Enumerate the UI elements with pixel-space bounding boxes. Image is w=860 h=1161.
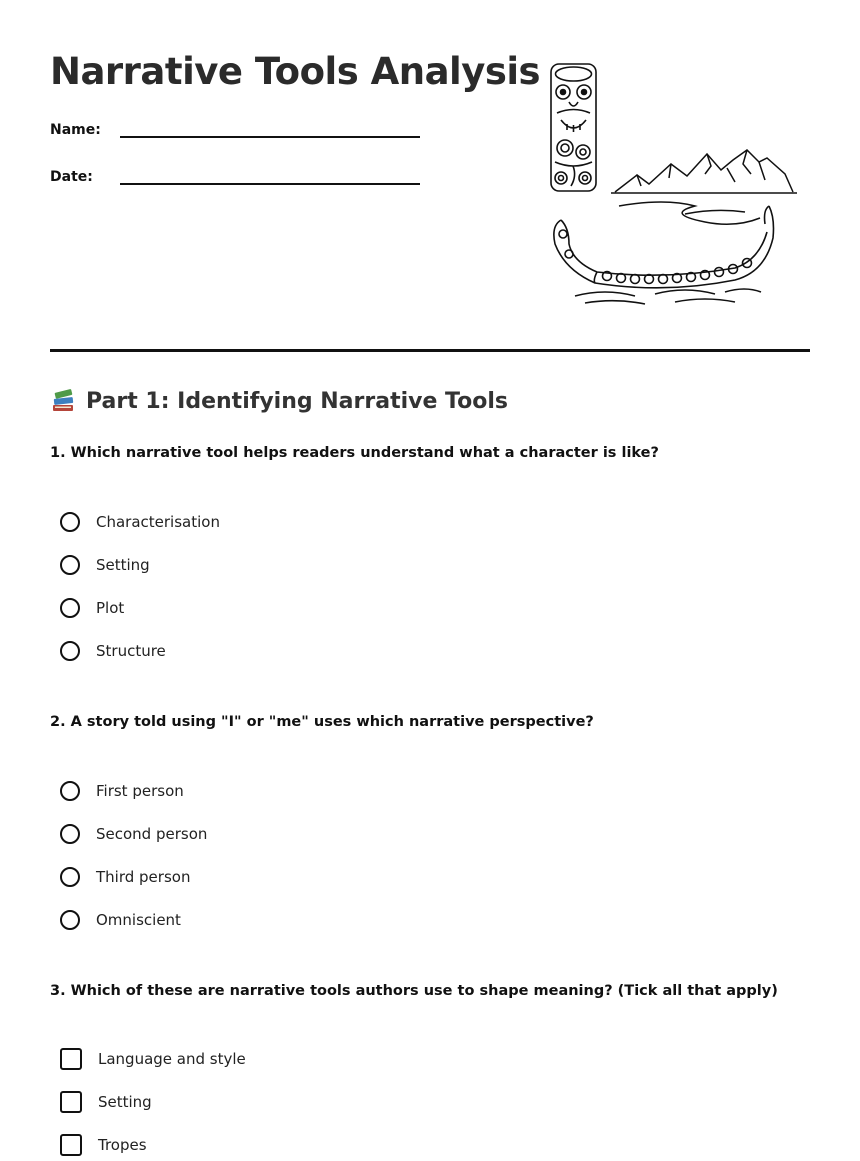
option-label: Second person: [96, 825, 208, 843]
radio-button[interactable]: [60, 910, 80, 930]
maori-illustration: [545, 58, 800, 313]
section-divider: [50, 349, 810, 352]
q1-option-plot[interactable]: [60, 595, 124, 621]
radio-button[interactable]: [60, 641, 80, 661]
q3-option-setting[interactable]: [60, 1089, 152, 1115]
q3-option-tropes[interactable]: [60, 1132, 147, 1158]
name-label: Name:: [50, 122, 101, 138]
question-3-text: 3. Which of these are narrative tools authors use to shape meaning? (Tick all that apply): [50, 983, 778, 999]
date-label: Date:: [50, 169, 93, 185]
q2-option-first-person[interactable]: [60, 778, 184, 804]
radio-button[interactable]: [60, 824, 80, 844]
checkbox[interactable]: [60, 1091, 82, 1113]
option-label: First person: [96, 782, 184, 800]
checkbox[interactable]: [60, 1048, 82, 1070]
option-label: Tropes: [98, 1136, 147, 1154]
option-label: Structure: [96, 642, 166, 660]
q1-option-setting[interactable]: [60, 552, 150, 578]
pou-carving-icon: [551, 64, 596, 191]
q2-option-third-person[interactable]: [60, 864, 190, 890]
worksheet-title: Narrative Tools Analysis: [50, 50, 541, 93]
date-write-line[interactable]: [120, 183, 420, 185]
radio-button[interactable]: [60, 598, 80, 618]
q3-option-language-and-style[interactable]: [60, 1046, 246, 1072]
option-label: Third person: [96, 868, 191, 886]
q2-option-second-person[interactable]: [60, 821, 207, 847]
option-label: Setting: [98, 1093, 152, 1111]
mountains-icon: [611, 150, 797, 224]
section-heading-text: Part 1: Identifying Narrative Tools: [86, 388, 508, 414]
waka-canoe-icon: [554, 206, 774, 304]
name-write-line[interactable]: [120, 136, 420, 138]
checkbox[interactable]: [60, 1134, 82, 1156]
radio-button[interactable]: [60, 512, 80, 532]
option-label: Omniscient: [96, 911, 181, 929]
date-field[interactable]: [50, 169, 430, 199]
q2-option-omniscient[interactable]: [60, 907, 181, 933]
radio-button[interactable]: [60, 867, 80, 887]
radio-button[interactable]: [60, 555, 80, 575]
option-label: Characterisation: [96, 513, 220, 531]
section-heading: [50, 388, 508, 414]
question-2-text: 2. A story told using "I" or "me" uses which narrative perspective?: [50, 714, 594, 730]
option-label: Language and style: [98, 1050, 246, 1068]
q1-option-characterisation[interactable]: [60, 509, 220, 535]
name-field[interactable]: [50, 122, 430, 152]
option-label: Plot: [96, 599, 125, 617]
q1-option-structure[interactable]: [60, 638, 166, 664]
option-label: Setting: [96, 556, 150, 574]
books-icon: [50, 388, 76, 414]
question-1-text: 1. Which narrative tool helps readers understand what a character is like?: [50, 445, 659, 461]
radio-button[interactable]: [60, 781, 80, 801]
